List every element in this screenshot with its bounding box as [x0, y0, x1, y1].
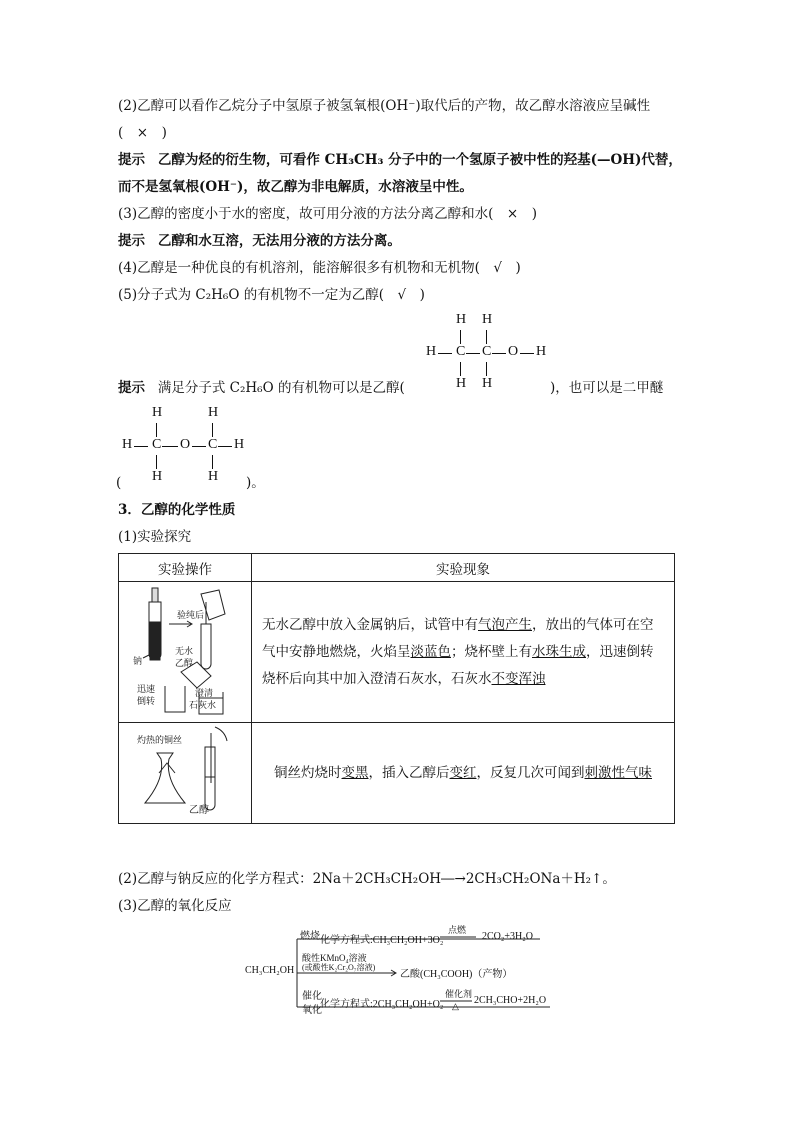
scheme-condition: 燃烧	[300, 931, 320, 942]
q4-text: (4)乙醇是一种优良的有机溶剂，能溶解很多有机物和无机物( √ )	[118, 260, 521, 276]
q5-hint-c: (	[116, 475, 122, 491]
scheme-condition: (或酸性K₂Cr₂O₇溶液)	[302, 963, 376, 972]
q3-hint	[118, 231, 401, 251]
hint-text: 乙醇为烃的衍生物，可看作 CH₃CH₃ 分子中的一个氢原子被中性的羟基(—OH)代替，	[157, 152, 682, 168]
img-label: 澄清	[195, 689, 214, 699]
section-title: 3．乙醇的化学性质	[118, 502, 236, 518]
hint-label: 提示	[118, 152, 145, 168]
scheme-arrow-label: 催化剂	[445, 989, 473, 999]
img-label: 迅速	[137, 685, 156, 695]
table-header: 实验现象	[252, 554, 675, 582]
q2-answer: ( × )	[118, 125, 167, 141]
copper-experiment-result: 铜丝灼烧时变黑，插入乙醇后变红，反复几次可闻到刺激性气味	[252, 723, 675, 824]
scheme-equation: 化学方程式:2CH₃CH₂OH+O₂	[320, 999, 444, 1010]
hint-label: 提示	[118, 380, 145, 396]
experiment-table	[118, 553, 675, 824]
scheme-product: 乙酸(CH₃COOH)（产物）	[400, 969, 513, 980]
img-label: 倒转	[137, 697, 156, 707]
hint-label: 提示	[118, 233, 145, 249]
q5-hint-b: )，也可以是二甲醚	[550, 380, 664, 396]
sodium-experiment-result: 无水乙醇中放入金属钠后，试管中有气泡产生，放出的气体可在空 气中安静地燃烧，火焰呈淡蓝色；烧杯壁上有水珠生成，迅速倒转 烧杯后向其中加入澄清石灰水，石灰水不变浑浊	[252, 582, 675, 723]
scheme-product: 2CH₃CHO+2H₂O	[474, 995, 547, 1006]
img-label: 钠	[133, 657, 143, 667]
sodium-experiment-illustration	[119, 582, 252, 723]
section-sub3: (3)乙醇的氧化反应	[118, 898, 232, 914]
q2-hint	[118, 150, 682, 170]
q5-hint	[118, 378, 405, 398]
scheme-equation: 化学方程式:CH₃CH₂OH+3O₂	[320, 935, 444, 946]
section-sub2: (2)乙醇与钠反应的化学方程式：2Na＋2CH₃CH₂OH―→2CH₃CH₂ONa＋H₂↑。	[118, 871, 616, 887]
copper-wire-illustration	[119, 723, 252, 824]
scheme-reactant: CH₃CH₂OH	[245, 965, 295, 976]
scheme-arrow-label: 点燃	[448, 925, 467, 935]
scheme-condition: 氧化	[302, 1005, 322, 1016]
oxidation-scheme	[240, 925, 560, 1015]
table-row	[119, 723, 675, 824]
table-row	[119, 582, 675, 723]
scheme-product: 2CO₂+3H₂O	[482, 931, 533, 942]
dimethyl-ether-structure: H H H C O C H H H	[122, 405, 245, 484]
img-label: 乙醇	[175, 659, 194, 669]
hint-text: 满足分子式 C₂H₆O 的有机物可以是乙醇(	[157, 380, 405, 396]
ethanol-structure: H H H C C O H H H	[426, 312, 547, 391]
q5-text: (5)分子式为 C₂H₆O 的有机物不一定为乙醇( √ )	[118, 287, 425, 303]
table-header: 实验操作	[119, 554, 252, 582]
img-label: 灼热的铜丝	[137, 736, 183, 746]
hint-text: 乙醇和水互溶，无法用分液的方法分离。	[157, 233, 401, 249]
q5-hint-d: )。	[246, 475, 265, 491]
scheme-arrow-label: △	[452, 1001, 459, 1011]
q2-text: (2)乙醇可以看作乙烷分子中氢原子被氢氧根(OH⁻)取代后的产物，故乙醇水溶液应呈碱性	[118, 98, 651, 114]
img-label: 乙醇	[189, 805, 209, 816]
scheme-condition: 酸性KMnO₄溶液	[302, 953, 367, 963]
q2-hint-cont: 而不是氢氧根(OH⁻)，故乙醇为非电解质，水溶液呈中性。	[118, 179, 473, 195]
img-label: 无水	[175, 647, 194, 657]
scheme-condition: 催化	[302, 991, 322, 1002]
img-label: 石灰水	[189, 701, 217, 711]
section-sub1: (1)实验探究	[118, 529, 192, 545]
img-label: 验纯后	[177, 611, 205, 621]
q3-text: (3)乙醇的密度小于水的密度，故可用分液的方法分离乙醇和水( × )	[118, 206, 537, 222]
